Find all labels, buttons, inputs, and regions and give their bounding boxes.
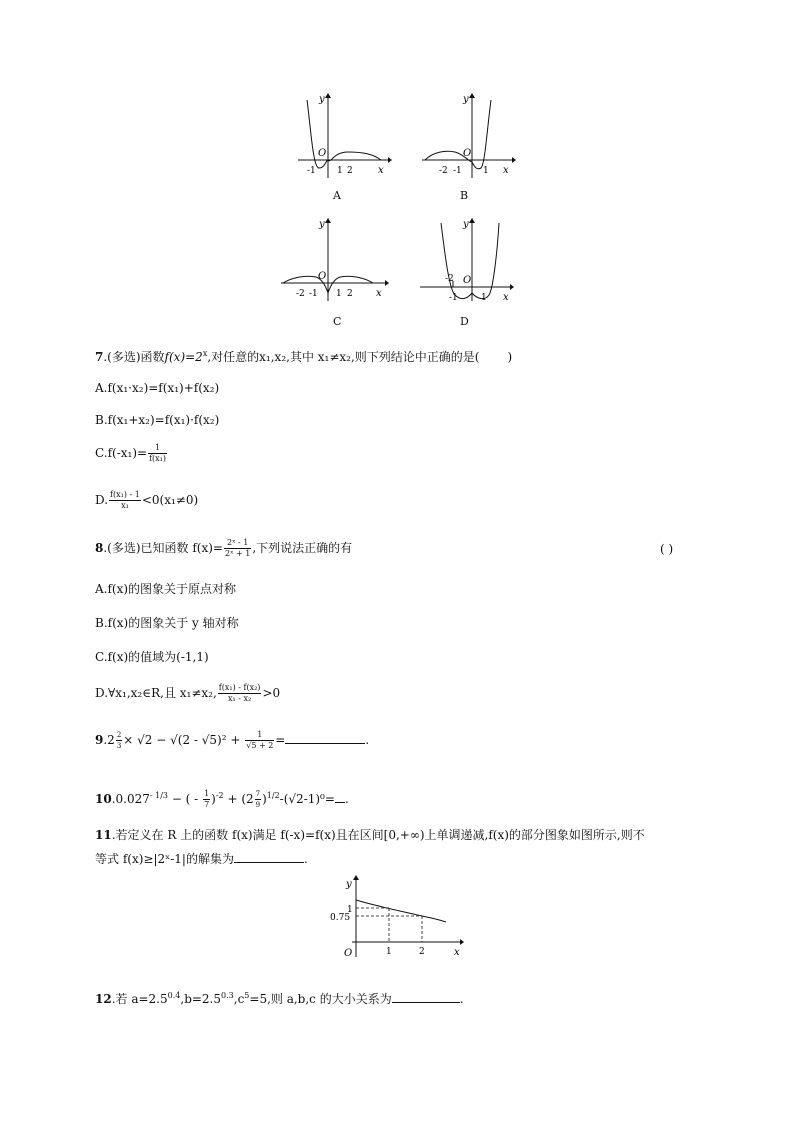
q9-fraction: $\frac{1}{√5 + 2}$ [246, 730, 274, 750]
q10-mixed-fraction: $\frac{7}{9}$ [255, 790, 261, 809]
q8-fraction: $\frac{\text{2ˣ - 1}}{\text{2ˣ + 1}}$ [224, 538, 251, 558]
q9-number: 9 [95, 733, 104, 747]
q11-graph-xtick-1: 1 [386, 947, 392, 957]
q11-stem-line2: 等式 f(x)≥|2ˣ-1|的解集为 . [95, 852, 308, 866]
q7-option-d-fraction: $\frac{\text{f(x₁) - 1}}{\text{x₁}}$ [110, 490, 140, 510]
q8-stem: 8.(多选)已知函数 f(x)= $\frac{\text{2ˣ - 1}}{\text{2ˣ + 1}}$ ,下列说法正确的有 [95, 538, 353, 558]
graph-a-tick-1: 1 [337, 166, 343, 176]
q8-option-c: C.f(x)的值域为(-1,1) [95, 650, 209, 664]
q7-option-a: A.f(x₁·x₂)=f(x₁)+f(x₂) [95, 381, 220, 395]
graph-c-origin: O [318, 271, 327, 282]
q10-fraction: $\frac{1}{7}$ [204, 789, 210, 809]
q8-answer-paren: ( ) [660, 542, 674, 556]
q8-option-a: A.f(x)的图象关于原点对称 [95, 582, 237, 596]
q7-number: 7 [95, 350, 104, 364]
graph-a-y-label: y [319, 94, 325, 105]
graph-c-label: C [333, 315, 342, 328]
graph-c-x-label: x [376, 288, 382, 299]
graph-d-x-label: x [503, 292, 509, 303]
graph-a [293, 90, 393, 182]
q9-stem: 9.2 $\frac{2}{3}$ × √2 − √(2 - √5)² + $\frac{1}{√5 + 2}$ = . [95, 730, 370, 750]
q12-stem: 12.若 $a=2.5^{0.4},b=2.5^{0.3},c^5=5$,则 a,b,c 的大小关系为 . [95, 991, 464, 1006]
graph-c-tick-1: 1 [336, 289, 342, 299]
graph-c [278, 215, 393, 305]
q9-root-exponent: $\frac{2}{3}$ [116, 731, 122, 750]
q10-number: 10 [95, 792, 112, 806]
graph-b-x-label: x [503, 165, 509, 176]
graph-a-x-label: x [378, 165, 384, 176]
graph-a-origin: O [318, 148, 327, 159]
graph-c-tick-neg1: -1 [309, 289, 318, 299]
graph-d-y-label: y [463, 219, 469, 230]
q8-number: 8 [95, 541, 104, 555]
q10-answer-blank[interactable] [335, 791, 345, 803]
q11-graph-ytick-1: 1 [347, 905, 353, 915]
q11-graph-ytick-075: 0.75 [330, 913, 351, 923]
q12-number: 12 [95, 992, 112, 1006]
graph-b-y-label: y [463, 94, 469, 105]
q9-answer-blank[interactable] [285, 732, 365, 744]
q11-graph-origin: O [344, 948, 353, 959]
q11-graph-y-label: y [346, 879, 352, 890]
q11-graph-x-label: x [454, 947, 460, 958]
graph-d-tick-neg1: -1 [449, 293, 458, 303]
graph-b-tick-1: 1 [483, 166, 489, 176]
q7-option-d: D. $\frac{\text{f(x₁) - 1}}{\text{x₁}}$ <0(x₁≠0) [95, 490, 199, 510]
graph-a-tick-neg1: -1 [307, 166, 316, 176]
q11-stem-line1: 11.若定义在 R 上的函数 f(x)满足 f(-x)=f(x)且在区间[0,+∞)上单调递减,f(x)的部分图象如图所示,则不 [95, 828, 645, 842]
graph-b-origin: O [463, 148, 472, 159]
q8-option-b: B.f(x)的图象关于 y 轴对称 [95, 616, 239, 630]
graph-c-y-label: y [319, 219, 325, 230]
graph-d-tick-1: 1 [481, 293, 487, 303]
q11-graph-xtick-2: 2 [419, 947, 425, 957]
q8-option-d: D.∀x₁,x₂∈R,且 x₁≠x₂, $\frac{\text{f(x₁) - f(x₂)}}{\text{x₁ - x₂}}$ >0 [95, 683, 281, 703]
graph-d-origin: O [463, 275, 472, 286]
q11-graph [326, 872, 468, 962]
graph-c-tick-2: 2 [347, 289, 353, 299]
graph-d-label: D [460, 315, 469, 328]
q7-option-b: B.f(x₁+x₂)=f(x₁)·f(x₂) [95, 413, 220, 427]
graph-b-label: B [460, 189, 469, 202]
graph-b-tick-neg1: -1 [453, 166, 462, 176]
graph-d-tick-neg2: -2 [445, 274, 454, 284]
q7-option-c-fraction: $\frac{1}{\text{f(x₁)}}$ [149, 443, 166, 463]
q8-option-d-fraction: $\frac{\text{f(x₁) - f(x₂)}}{\text{x₁ - x₂}}$ [218, 683, 261, 703]
graph-b [417, 90, 517, 182]
q12-answer-blank[interactable] [392, 991, 460, 1003]
q7-stem: 7.(多选)函数$f(x)=2^x$,对任意的x₁,x₂,其中 x₁≠x₂,则下列结论中正确的是( ) [95, 349, 513, 364]
q11-number: 11 [95, 828, 112, 842]
q11-answer-blank[interactable] [234, 851, 304, 863]
graph-d [417, 215, 517, 305]
q7-option-c: C.f(-x₁)= $\frac{1}{\text{f(x₁)}}$ [95, 443, 166, 463]
graph-a-tick-2: 2 [347, 166, 353, 176]
graph-b-tick-neg2: -2 [439, 166, 448, 176]
graph-a-label: A [333, 189, 341, 202]
q10-stem: $10.0.027^{- 1/3}$ − ( - $\frac{1}{7}$ )$^{-2}$ + (2 $\frac{7}{9}$ )$^{1/2}$-(√2-1)⁰= . [95, 789, 349, 809]
graph-c-tick-neg2: -2 [296, 289, 305, 299]
